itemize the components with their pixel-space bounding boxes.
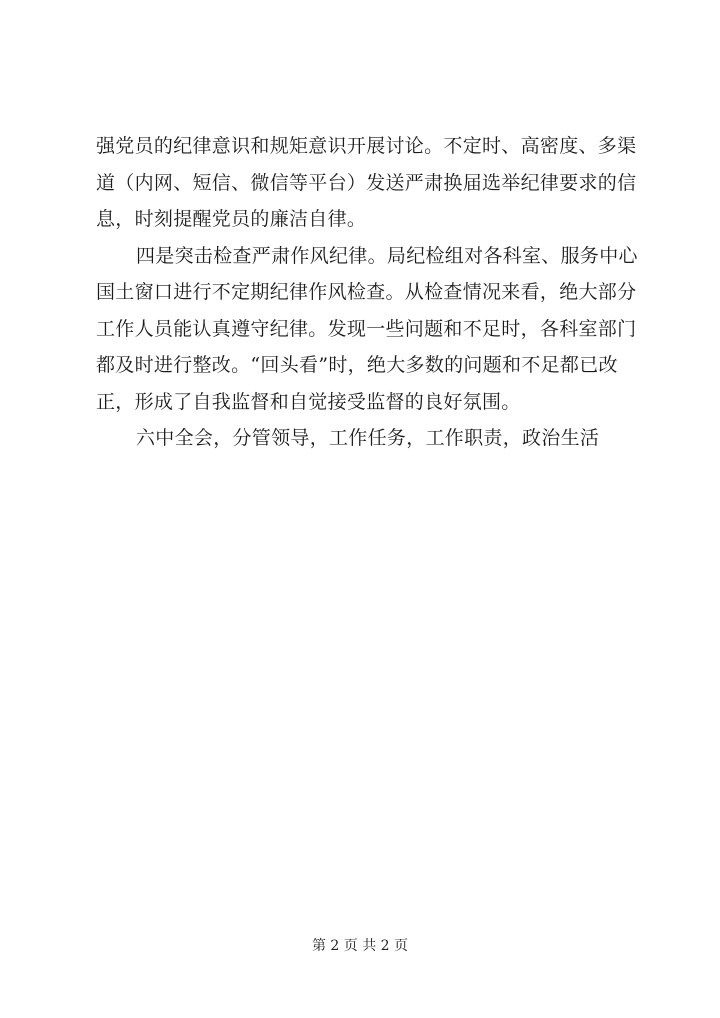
text-line: 正，形成了自我监督和自觉接受监督的良好氛围。: [96, 390, 521, 413]
text-line: 强党员的纪律意识和规矩意识开展讨论。不定时、高密度、多渠: [96, 135, 637, 157]
text-line: 都及时进行整改。“回头看”时，绝大多数的问题和不足都已改: [96, 354, 618, 376]
text-line: 工作人员能认真遵守纪律。发现一些问题和不足时，各科室部门: [96, 317, 637, 340]
text-line: 道（内网、短信、微信等平台）发送严肃换届选举纪律要求的信: [96, 171, 637, 194]
keywords-line: 六中全会，分管领导，工作任务，工作职责，政治生活: [136, 427, 600, 449]
text-line: 国土窗口进行不定期纪律作风检查。从检查情况来看，绝大部分: [96, 281, 637, 303]
page-footer: [0, 936, 720, 956]
page-number: 第 2 页 共 2 页: [311, 938, 409, 954]
paragraph-start-line: 四是突击检查严肃作风纪律。局纪检组对各科室、服务中心: [136, 244, 638, 267]
text-line: 息，时刻提醒党员的廉洁自律。: [96, 208, 367, 230]
document-body: [96, 128, 636, 457]
